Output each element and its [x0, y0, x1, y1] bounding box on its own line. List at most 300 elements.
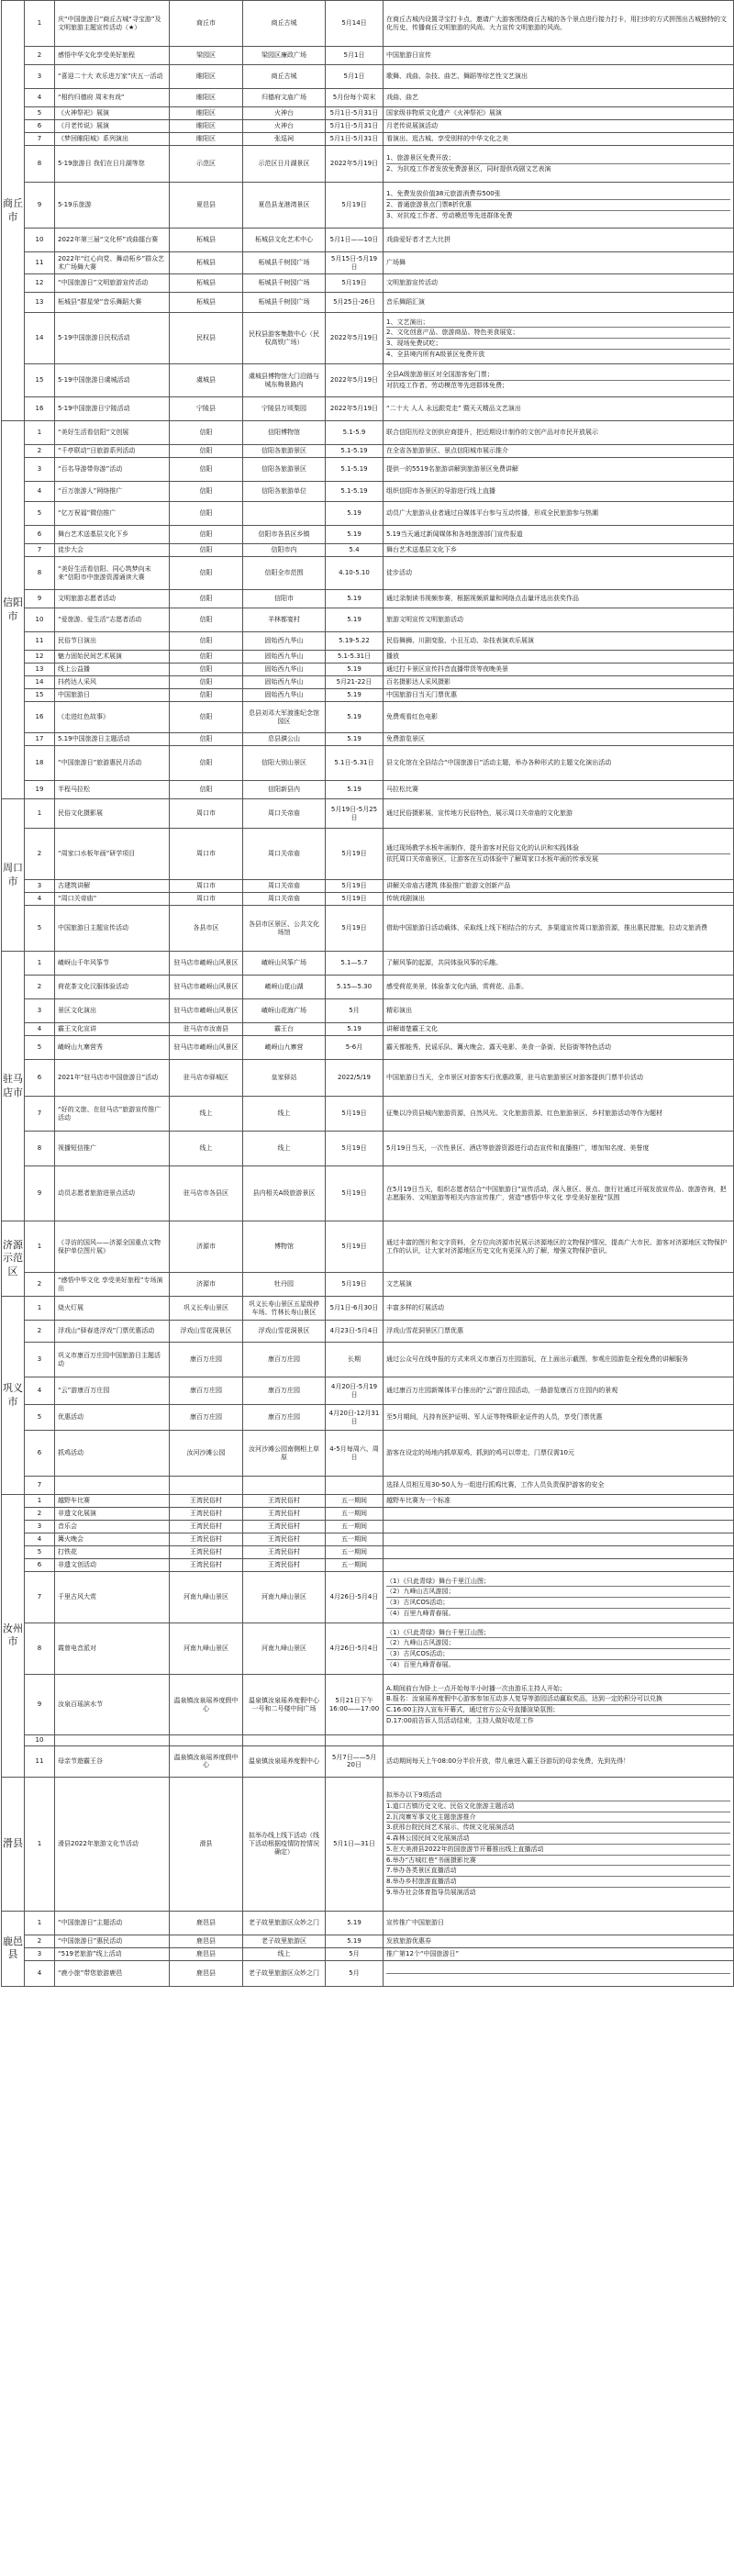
activity-name: “中国旅游日”主题活动 — [55, 1911, 170, 1935]
location: 温泉镇汝泉瑶养度假中心 — [170, 1745, 243, 1777]
activity-description — [384, 274, 734, 293]
location: 信阳 — [170, 651, 243, 664]
activity-name: 民俗文化摄影展 — [55, 799, 170, 829]
table-row — [2, 229, 734, 252]
activity-description — [384, 252, 734, 274]
time: 5.19-5.22 — [326, 632, 384, 651]
activity-description — [384, 293, 734, 313]
activity-description — [384, 702, 734, 733]
row-number: 7 — [25, 1097, 55, 1132]
row-number: 1 — [25, 1221, 55, 1273]
activity-name: “鹿小旅”带您旅游鹿邑 — [55, 1960, 170, 1986]
activity-description — [384, 1221, 734, 1273]
description-line: C.16:00主持人宣布开幕式，通过官方公众号直播渲染氛围； — [386, 1705, 730, 1716]
activity-description — [384, 893, 734, 906]
time: 5月1日 — [326, 47, 384, 65]
time: 五一期间 — [326, 1521, 384, 1533]
location: 信阳 — [170, 421, 243, 445]
activity-description — [384, 1405, 734, 1431]
time: 5月19日 — [326, 880, 384, 893]
description-line: 征集以冷资县城内旅游资源，自然风光、文化旅游资源、红色旅游景区、乡村旅游活动等作为题材 — [386, 1110, 662, 1118]
table-row — [2, 664, 734, 676]
table-row — [2, 458, 734, 482]
time: 五一期间 — [326, 1559, 384, 1572]
activity-name: 嵖岈山九寨营秀 — [55, 1036, 170, 1060]
activity-description — [384, 1036, 734, 1060]
time: 4.10-5.10 — [326, 557, 384, 590]
region-cell: 巩义市 — [2, 1297, 25, 1495]
time: 5月19日 — [326, 906, 384, 952]
location: 王湾民俗村 — [170, 1521, 243, 1533]
activity-description — [384, 544, 734, 557]
venue: 皇家驿站 — [243, 1060, 326, 1097]
time: 2022年5月19日 — [326, 313, 384, 364]
description-line: 发放旅游优惠券 — [386, 1936, 431, 1945]
location: 睢阳区 — [170, 107, 243, 120]
venue: 霸王台 — [243, 1023, 326, 1036]
location: 鹿邑县 — [170, 1960, 243, 1986]
time: 5月19日 — [326, 1221, 384, 1273]
region-cell: 驻马店市 — [2, 952, 25, 1221]
venue: 老子故里旅游区众妙之门 — [243, 1911, 326, 1935]
table-row — [2, 482, 734, 502]
activity-name: 千里古风大赏 — [55, 1572, 170, 1623]
table-row — [2, 1, 734, 47]
table-row — [2, 397, 734, 421]
description-line: 组织信阳市各景区的导游进行线上直播 — [386, 487, 495, 496]
time: 5月19日 — [326, 1166, 384, 1221]
row-number: 16 — [25, 702, 55, 733]
activity-description — [384, 1297, 734, 1321]
description-line: （3）古风COS活动； — [386, 1649, 730, 1660]
table-row — [2, 893, 734, 906]
activity-description — [384, 880, 734, 893]
table-row — [2, 1947, 734, 1960]
location: 信阳 — [170, 590, 243, 608]
location: 驻马店市汝南县 — [170, 1023, 243, 1036]
table-row — [2, 1911, 734, 1935]
time: 5.19 — [326, 781, 384, 799]
activity-description — [384, 482, 734, 502]
venue: 王湾民俗村 — [243, 1546, 326, 1559]
time: 2022年5月19日 — [326, 397, 384, 421]
time — [326, 1735, 384, 1746]
location: 河南九峰山景区 — [170, 1572, 243, 1623]
activity-name: 巩义市康百万庄园中国旅游日主题活动 — [55, 1343, 170, 1377]
description-line: （2）九峰山古风游园； — [386, 1587, 730, 1598]
table-row — [2, 183, 734, 229]
table-row — [2, 702, 734, 733]
table-row — [2, 829, 734, 880]
venue: 河南九峰山景区 — [243, 1623, 326, 1675]
table-row — [2, 590, 734, 608]
description-line: 8.举办乡村旅游直播活动 — [386, 1877, 730, 1888]
description-line: 感受荷花美景，体验茶文化内涵，赏荷花、品茶。 — [386, 983, 528, 991]
venue: 信阳市 — [243, 590, 326, 608]
row-number: 2 — [25, 976, 55, 999]
table-row — [2, 1023, 734, 1036]
activity-name: 景区文化演出 — [55, 999, 170, 1023]
table-row — [2, 1297, 734, 1321]
venue: 县内相关A级旅游景区 — [243, 1166, 326, 1221]
activity-description — [384, 107, 734, 120]
row-number: 7 — [25, 1572, 55, 1623]
description-line: 对抗疫工作者、劳动模范等先进群体免费； — [386, 382, 508, 389]
table-row — [2, 65, 734, 89]
location: 河南九峰山景区 — [170, 1623, 243, 1675]
description-line: （3）古风COS活动； — [386, 1598, 730, 1609]
row-number: 18 — [25, 746, 55, 781]
activity-description — [384, 133, 734, 146]
activity-name: 抓鸡活动 — [55, 1431, 170, 1477]
activity-description — [384, 421, 734, 445]
activity-table — [1, 0, 734, 1987]
description-line: 音乐舞蹈汇演 — [386, 298, 425, 307]
venue: 信阳市各县区乡镇 — [243, 526, 326, 544]
table-row — [2, 733, 734, 746]
time: 5月1日 — [326, 65, 384, 89]
location: 睢阳区 — [170, 120, 243, 133]
venue: 信阳各旅游景区 — [243, 458, 326, 482]
table-row — [2, 1477, 734, 1495]
activity-description — [384, 1431, 734, 1477]
table-row — [2, 526, 734, 544]
location: 信阳 — [170, 632, 243, 651]
activity-name: 优惠活动 — [55, 1405, 170, 1431]
venue: 示范区日月湖景区 — [243, 146, 326, 183]
activity-name: “百万旅游人”网络推广 — [55, 482, 170, 502]
description-line: 霸天都能秀、民谣乐队、篝火晚会、露天电影、美食一条街、民俗街等特色活动 — [386, 1043, 611, 1052]
table-row — [2, 1508, 734, 1521]
time: 5.19 — [326, 664, 384, 676]
activity-description — [384, 1060, 734, 1097]
table-row — [2, 1431, 734, 1477]
activity-name: 5·19中国旅游日民权活动 — [55, 313, 170, 364]
location: 各县市区 — [170, 906, 243, 952]
description-line: 徒步活动 — [386, 569, 412, 577]
location: 信阳 — [170, 557, 243, 590]
region-cell: 滑县 — [2, 1777, 25, 1911]
activity-description — [384, 229, 734, 252]
activity-name: “好的文旅、在驻马店”旅游宣传推广活动 — [55, 1097, 170, 1132]
table-row — [2, 1533, 734, 1546]
activity-name: 霞曾电音派对 — [55, 1623, 170, 1675]
description-line: 4.森林公园民间文化展演活动 — [386, 1834, 730, 1845]
row-number: 12 — [25, 651, 55, 664]
table-row — [2, 1036, 734, 1060]
description-line: 9.举办社会体育指导员展演活动 — [386, 1888, 476, 1896]
table-row — [2, 1377, 734, 1405]
activity-name: “中国旅游日”旅游惠民月活动 — [55, 746, 170, 781]
time: 5.19 — [326, 689, 384, 702]
activity-description — [384, 89, 734, 107]
location: 信阳 — [170, 458, 243, 482]
table-row — [2, 608, 734, 632]
location: 王湾民俗村 — [170, 1546, 243, 1559]
venue: 火神台 — [243, 107, 326, 120]
venue: 信阳市内 — [243, 544, 326, 557]
location: 线上 — [170, 1097, 243, 1132]
table-row — [2, 421, 734, 445]
row-number: 11 — [25, 632, 55, 651]
venue: 信阳各旅游景区 — [243, 445, 326, 458]
table-row — [2, 1221, 734, 1273]
activity-name: 视播短信推广 — [55, 1132, 170, 1166]
description-line: 中国旅游日当天门票优惠 — [386, 691, 457, 699]
venue: 嵖岈山花山湖 — [243, 976, 326, 999]
description-line: 1.道口古镇历史文化、民俗文化旅游主题活动 — [386, 1801, 730, 1812]
activity-description — [384, 1559, 734, 1572]
venue: 周口关帝庙 — [243, 829, 326, 880]
row-number: 12 — [25, 274, 55, 293]
venue: 固始西九华山 — [243, 676, 326, 689]
activity-name: 中国旅游日主题宣传活动 — [55, 906, 170, 952]
table-row — [2, 107, 734, 120]
location: 周口市 — [170, 893, 243, 906]
location: 信阳 — [170, 664, 243, 676]
venue: 温泉镇汝泉瑶养度假中心一号和二号楼中间广场 — [243, 1675, 326, 1735]
time: 5.19 — [326, 502, 384, 526]
location: 信阳 — [170, 781, 243, 799]
table-row — [2, 1572, 734, 1623]
description-line: 1、免费发放价值38元旅游消费券500张 — [386, 189, 730, 200]
description-line: 依托周口关帝庙景区，让游客在互动体验中了解周家口水板年画的传承发展 — [386, 855, 598, 863]
activity-name: 荷花茶文化汉服体验活动 — [55, 976, 170, 999]
description-line: 全县A级旅游景区对全国游客免门票； — [386, 370, 730, 381]
location: 信阳 — [170, 502, 243, 526]
time: 5月19日 — [326, 1273, 384, 1297]
row-number: 15 — [25, 689, 55, 702]
description-line: 在5月19日当天，组织志愿者结合“中国旅游日”宣传活动，深入景区、景点、旅行社通过开展发放宣传品、旅游咨询，把志愿服务、文明旅游等相关内容宣传推广，营造“感悟中华文化 享受美好旅程”氛围 — [386, 1185, 727, 1201]
time: 5.1-5.19 — [326, 445, 384, 458]
venue: 周口关帝庙 — [243, 799, 326, 829]
row-number: 3 — [25, 458, 55, 482]
venue: 温泉镇汝泉瑶养度假中心 — [243, 1745, 326, 1777]
time: 5月 — [326, 999, 384, 1023]
activity-name: “中国旅游日”文明旅游宣传活动 — [55, 274, 170, 293]
description-line: 4、全县境内所有A级景区免费开放 — [386, 350, 485, 358]
activity-description — [384, 1533, 734, 1546]
activity-name: 2022年第三届“文化杯”戏曲擂台赛 — [55, 229, 170, 252]
time: 5月21-22日 — [326, 676, 384, 689]
venue: 固始西九华山 — [243, 664, 326, 676]
description-line: 马拉松比赛 — [386, 786, 418, 794]
row-number: 8 — [25, 146, 55, 183]
activity-description — [384, 47, 734, 65]
location: 驻马店市嵖岈山风景区 — [170, 976, 243, 999]
time: 5月1日-5月31日 — [326, 107, 384, 120]
table-row — [2, 1675, 734, 1735]
venue: 巩义长寿山景区五星级停车场、竹林长寿山景区 — [243, 1297, 326, 1321]
venue: 老子故里旅游区众妙之门 — [243, 1960, 326, 1986]
venue: 嵖岈山风筝广场 — [243, 952, 326, 976]
table-row — [2, 952, 734, 976]
description-line: 民俗舞狮、川剧变脸、小丑互动、杂技表演欢乐展演 — [386, 637, 534, 645]
activity-description — [384, 183, 734, 229]
location: 驻马店市嵖岈山风景区 — [170, 1036, 243, 1060]
activity-name: 汝泉百瑶滨水节 — [55, 1675, 170, 1735]
row-number: 1 — [25, 799, 55, 829]
location: 鹿邑县 — [170, 1911, 243, 1935]
row-number: 2 — [25, 1935, 55, 1947]
row-number: 5 — [25, 502, 55, 526]
table-row — [2, 1495, 734, 1508]
activity-name: “519老旅游”线上活动 — [55, 1947, 170, 1960]
description-line: 中国旅游日当天，全市景区对游客实行优惠政策，驻马店旅游景区对游客提供门票半价活动 — [386, 1074, 643, 1082]
table-row — [2, 133, 734, 146]
table-row — [2, 651, 734, 664]
venue: 火神台 — [243, 120, 326, 133]
location: 柘城县 — [170, 274, 243, 293]
activity-name: 民俗节日演出 — [55, 632, 170, 651]
description-line — [386, 1974, 730, 1976]
activity-name: 篝火晚会 — [55, 1533, 170, 1546]
time: 5月1日-6月30日 — [326, 1297, 384, 1321]
description-line: （4）百里九峰青春展。 — [386, 1609, 455, 1617]
activity-description — [384, 976, 734, 999]
activity-name: 文明旅游志愿者活动 — [55, 590, 170, 608]
time: 5月19日-5月25日 — [326, 799, 384, 829]
description-line: 通过公众号在线申报的方式来巩义市康百万庄园游玩，在上面出示截图，参观庄园游览全程免费的讲解服务 — [386, 1355, 688, 1364]
activity-description — [384, 664, 734, 676]
location: 王湾民俗村 — [170, 1508, 243, 1521]
row-number: 13 — [25, 293, 55, 313]
venue: 王湾民俗村 — [243, 1508, 326, 1521]
row-number: 4 — [25, 1377, 55, 1405]
activity-description — [384, 1273, 734, 1297]
description-line: 3、现场免费试吃； — [386, 339, 730, 350]
region-cell: 信阳市 — [2, 421, 25, 799]
venue: 柘城县千树园广场 — [243, 274, 326, 293]
description-line: 2、为抗疫工作者发放免费游景区，同时提供戏剧文艺表演 — [386, 165, 551, 173]
description-line: 浮戏山雪花洞景区门票优惠 — [386, 1327, 463, 1335]
location: 驻马店市各县区 — [170, 1166, 243, 1221]
venue: 梁园区廉政广场 — [243, 47, 326, 65]
activity-name: 线上公益播 — [55, 664, 170, 676]
activity-description — [384, 557, 734, 590]
time: 5月21日下午16:00——17:00 — [326, 1675, 384, 1735]
activity-description — [384, 746, 734, 781]
activity-description — [384, 906, 734, 952]
venue: 线上 — [243, 1947, 326, 1960]
venue: 线上 — [243, 1132, 326, 1166]
description-line: 文明旅游宣传活动 — [386, 279, 438, 287]
activity-description — [384, 1132, 734, 1166]
activity-description — [384, 313, 734, 364]
venue: 固始西九华山 — [243, 689, 326, 702]
activity-name: 抖药达人采风 — [55, 676, 170, 689]
time: 五一期间 — [326, 1546, 384, 1559]
description-line: 活动期间每天上午08:00分半价开放，带儿童进入霸王谷游玩的母亲免费，先到先得！ — [386, 1756, 630, 1765]
description-line: （1）《只此青绿》舞台千里江山图； — [386, 1577, 730, 1588]
description-line: 传统戏剧演出 — [386, 895, 425, 903]
row-number: 9 — [25, 1166, 55, 1221]
activity-name: 2022年“红心向党、舞动柘乡”群众艺术广场舞大赛 — [55, 252, 170, 274]
venue: 各县市区景区、公共文化场馆 — [243, 906, 326, 952]
location: 信阳 — [170, 544, 243, 557]
row-number: 3 — [25, 65, 55, 89]
table-row — [2, 1321, 734, 1343]
activity-description — [384, 1911, 734, 1935]
venue: 商丘古城 — [243, 65, 326, 89]
time: 2022年5月19日 — [326, 146, 384, 183]
time: 5.19 — [326, 526, 384, 544]
activity-name: “百名导游带你游”活动 — [55, 458, 170, 482]
description-line: 丰富多样的灯展活动 — [386, 1304, 444, 1312]
row-number: 10 — [25, 229, 55, 252]
activity-description — [384, 733, 734, 746]
activity-name: 非遗文创活动 — [55, 1559, 170, 1572]
description-line: 拟举办以下9项活动 — [386, 1790, 730, 1801]
venue: 宁陵县万顷梨园 — [243, 397, 326, 421]
activity-name: 魅力固始民间艺术展演 — [55, 651, 170, 664]
activity-name: 2021年“驻马店市中国旅游日”活动 — [55, 1060, 170, 1097]
description-line: 2.瓦岗寨军事文化主题旅游推介 — [386, 1812, 730, 1823]
activity-description — [384, 632, 734, 651]
description-line: 2、文化创意产品、旅游商品、特色美食展览； — [386, 328, 730, 339]
time: 4月20日-12月31日 — [326, 1405, 384, 1431]
activity-name: 音乐会 — [55, 1521, 170, 1533]
activity-description — [384, 1745, 734, 1777]
row-number: 2 — [25, 445, 55, 458]
activity-name: 《月老传说》展演 — [55, 120, 170, 133]
time: 5.1-5.31日 — [326, 651, 384, 664]
time: 5.1日-5.31日 — [326, 746, 384, 781]
activity-description — [384, 1546, 734, 1559]
description-line: 5月19日当天，一次性景区、酒店等旅游资源进行动态宣传和直播推广，增加知名度、美誉度 — [386, 1144, 650, 1153]
description-line: 中国旅游日宣传 — [386, 51, 431, 60]
description-line: 精彩演出 — [386, 1007, 412, 1015]
time: 4月20日-5月19日 — [326, 1377, 384, 1405]
activity-name: 霸王文化宣讲 — [55, 1023, 170, 1036]
venue: 周口关帝庙 — [243, 893, 326, 906]
table-row — [2, 89, 734, 107]
venue: 嵖岈山九寨营 — [243, 1036, 326, 1060]
time: 5.19 — [326, 1911, 384, 1935]
description-line: 通过打卡景区宣传抖音直播带货等夜晚美景 — [386, 665, 508, 674]
description-line: 舞台艺术送基层文化下乡 — [386, 546, 457, 554]
row-number: 8 — [25, 1623, 55, 1675]
description-line: 歌舞、戏曲、杂技、曲艺、舞蹈等综艺性文艺演出 — [386, 72, 528, 81]
activity-name: 5·19中国旅游日虞城活动 — [55, 364, 170, 397]
location: 康百万庄园 — [170, 1343, 243, 1377]
row-number: 10 — [25, 1735, 55, 1746]
description-line: 播放 — [386, 652, 399, 661]
activity-name: “周家口水板年画”研学项目 — [55, 829, 170, 880]
location: 王湾民俗村 — [170, 1559, 243, 1572]
row-number: 1 — [25, 1495, 55, 1508]
location: 信阳 — [170, 608, 243, 632]
time: 5.19 — [326, 608, 384, 632]
activity-description — [384, 1508, 734, 1521]
activity-name: 柘城县“群星荣”音乐舞蹈大赛 — [55, 293, 170, 313]
row-number: 7 — [25, 1477, 55, 1495]
row-number: 16 — [25, 397, 55, 421]
row-number: 6 — [25, 526, 55, 544]
time: 4月23日-5月4日 — [326, 1321, 384, 1343]
activity-description — [384, 458, 734, 482]
row-number: 2 — [25, 1273, 55, 1297]
table-row — [2, 1273, 734, 1297]
row-number: 6 — [25, 1060, 55, 1097]
description-line: （4）百里九峰青春展。 — [386, 1660, 455, 1668]
row-number: 3 — [25, 999, 55, 1023]
activity-name: “周口关帝庙” — [55, 893, 170, 906]
row-number: 6 — [25, 1431, 55, 1477]
row-number: 3 — [25, 880, 55, 893]
activity-name: 徒步大会 — [55, 544, 170, 557]
time: 5月19日 — [326, 893, 384, 906]
